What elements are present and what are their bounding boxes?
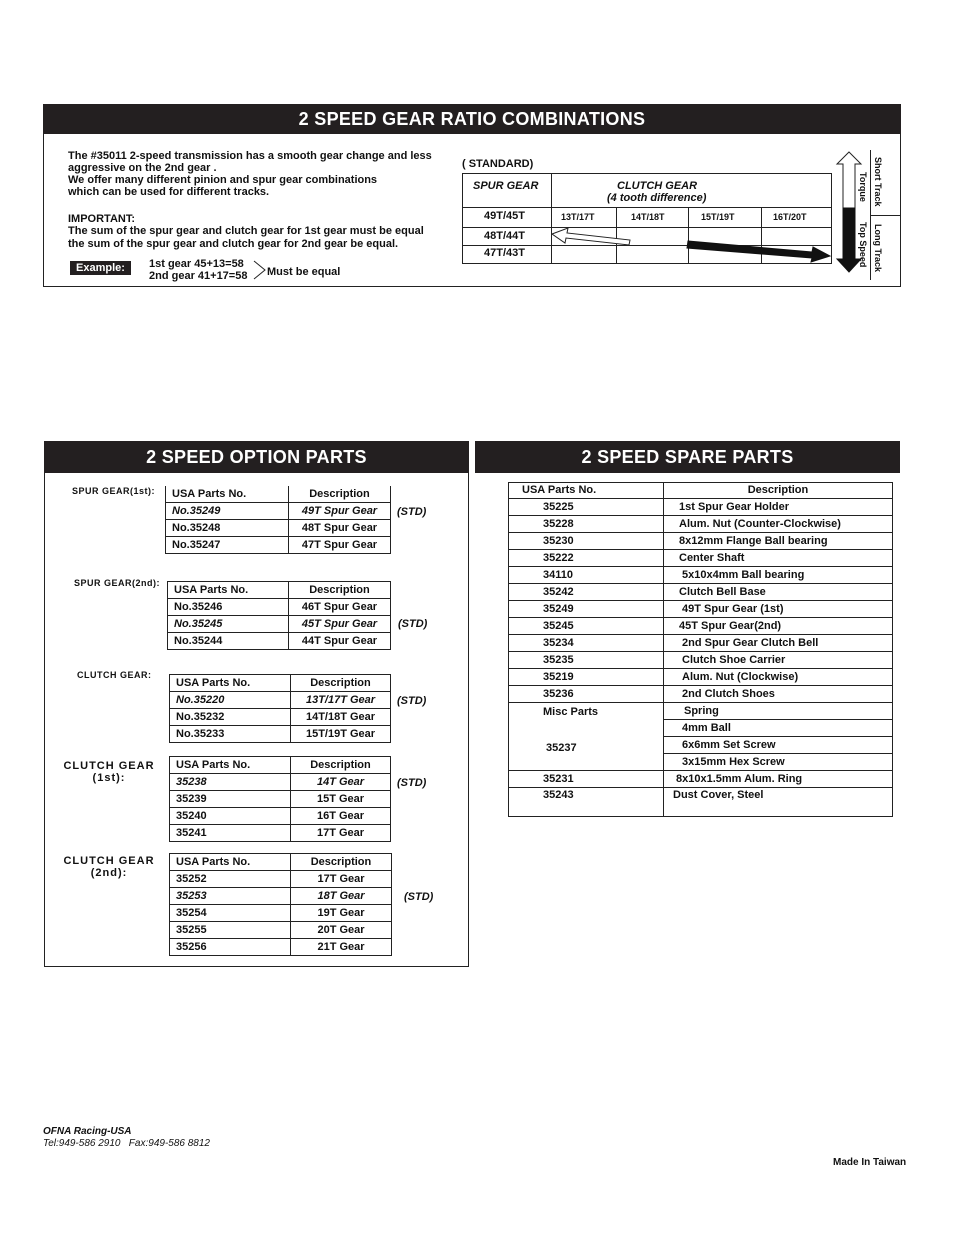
- clutch-col-13-17: 13T/17T: [561, 212, 595, 222]
- spur-gear-header: SPUR GEAR: [473, 180, 539, 192]
- part-description: 1st Spur Gear Holder: [664, 499, 893, 516]
- spur-gear-1st-label: SPUR GEAR(1st):: [72, 486, 156, 496]
- short-track-label: Short Track: [873, 157, 883, 207]
- part-no: No.35248: [166, 520, 289, 537]
- clutch-col-15-19: 15T/19T: [701, 212, 735, 222]
- part-description: Dust Cover, Steel: [664, 788, 893, 817]
- clutch-gear-2nd-table: [169, 853, 392, 956]
- part-description: 18T Gear: [291, 888, 392, 905]
- part-no: 35235: [509, 652, 664, 669]
- important-line-2: the sum of the spur gear and clutch gear for 2nd gear be equal.: [68, 238, 399, 250]
- part-no: 35222: [509, 550, 664, 567]
- part-no: 35242: [509, 584, 664, 601]
- part-description: 14T Gear: [291, 774, 391, 791]
- misc-parts-label: Misc Parts: [543, 706, 599, 718]
- part-no: 35239: [170, 791, 291, 808]
- part-no: 35219: [509, 669, 664, 686]
- part-no: No.35233: [170, 726, 291, 743]
- brace-arrow-icon: [253, 260, 267, 280]
- spur-gear-2nd-label: SPUR GEAR(2nd):: [74, 578, 160, 588]
- footer-company: OFNA Racing-USA: [43, 1126, 132, 1137]
- part-description: Clutch Shoe Carrier: [664, 652, 893, 669]
- part-description: Alum. Nut (Clockwise): [664, 669, 893, 686]
- part-description: 20T Gear: [291, 922, 392, 939]
- std-marker: (STD): [397, 506, 427, 518]
- spare-parts-title: 2 SPEED SPARE PARTS: [475, 441, 900, 473]
- std-marker: (STD): [404, 891, 434, 903]
- important-label: IMPORTANT:: [68, 213, 136, 225]
- clutch-gear-2nd-label: CLUTCH GEAR (2nd):: [63, 855, 155, 879]
- part-description: 14T/18T Gear: [291, 709, 391, 726]
- option-parts-title: 2 SPEED OPTION PARTS: [44, 441, 469, 473]
- part-description: 21T Gear: [291, 939, 392, 956]
- part-description: 8x12mm Flange Ball bearing: [664, 533, 893, 550]
- made-in: Made In Taiwan: [833, 1157, 907, 1168]
- part-description: Spring: [664, 703, 893, 720]
- must-be-equal: Must be equal: [267, 266, 341, 278]
- part-description: Alum. Nut (Counter-Clockwise): [664, 516, 893, 533]
- clutch-col-16-20: 16T/20T: [773, 212, 807, 222]
- part-description: 48T Spur Gear: [289, 520, 391, 537]
- clutch-gear-1st-label: CLUTCH GEAR (1st):: [63, 760, 155, 784]
- clutch-col-14-18: 14T/18T: [631, 212, 665, 222]
- spur-gear-1st-table: [165, 486, 391, 554]
- part-no: 35234: [509, 635, 664, 652]
- spare-parts-table: [508, 482, 893, 817]
- intro-line-3: We offer many different pinion and spur gear combinations: [68, 174, 378, 186]
- part-no: 35245: [509, 618, 664, 635]
- part-description: 16T Gear: [291, 808, 391, 825]
- part-no: No.35247: [166, 537, 289, 554]
- example-badge: Example:: [70, 261, 131, 275]
- misc-parts-cell: [509, 703, 664, 771]
- part-no: 35241: [170, 825, 291, 842]
- intro-line-2: aggressive on the 2nd gear .: [68, 162, 217, 174]
- spur-row-48-44: 48T/44T: [484, 230, 525, 242]
- long-track-label: Long Track: [873, 224, 883, 273]
- std-marker: (STD): [397, 695, 427, 707]
- part-no: 35225: [509, 499, 664, 516]
- clutch-gear-1st-table: [169, 756, 391, 842]
- part-description: 2nd Spur Gear Clutch Bell: [664, 635, 893, 652]
- part-no: 35243: [509, 788, 664, 817]
- part-description: 17T Gear: [291, 825, 391, 842]
- part-description: 2nd Clutch Shoes: [664, 686, 893, 703]
- part-description: 45T Spur Gear(2nd): [664, 618, 893, 635]
- clutch-gear-label: CLUTCH GEAR:: [77, 670, 152, 680]
- part-description: 6x6mm Set Screw: [664, 737, 893, 754]
- clutch-gear-subheader: (4 tooth difference): [607, 192, 707, 204]
- ratio-trend-arrows: [550, 225, 832, 265]
- intro-line-4: which can be used for different tracks.: [68, 186, 270, 198]
- part-description: 5x10x4mm Ball bearing: [664, 567, 893, 584]
- col-header-description: Description: [664, 483, 893, 499]
- intro-line-1: The #35011 2-speed transmission has a smooth gear change and less: [68, 150, 432, 162]
- col-header-description: Description: [291, 757, 391, 774]
- std-marker: (STD): [397, 777, 427, 789]
- col-header-description: Description: [291, 675, 391, 692]
- part-no: 35256: [170, 939, 291, 956]
- example-line-2: 2nd gear 41+17=58: [149, 270, 248, 282]
- part-description: 49T Spur Gear: [289, 503, 391, 520]
- col-header-parts-no: USA Parts No.: [170, 757, 291, 774]
- part-description: 47T Spur Gear: [289, 537, 391, 554]
- part-no: 35228: [509, 516, 664, 533]
- clutch-gear-header: CLUTCH GEAR: [617, 180, 698, 192]
- part-description: 3x15mm Hex Screw: [664, 754, 893, 771]
- part-description: Center Shaft: [664, 550, 893, 567]
- part-no: 35240: [170, 808, 291, 825]
- part-no: 35238: [170, 774, 291, 791]
- part-no: 35236: [509, 686, 664, 703]
- part-no: 35252: [170, 871, 291, 888]
- part-description: 19T Gear: [291, 905, 392, 922]
- clutch-gear-table: [169, 674, 391, 743]
- part-description: 4mm Ball: [664, 720, 893, 737]
- part-description: 15T/19T Gear: [291, 726, 391, 743]
- misc-part-no: 35237: [546, 742, 577, 754]
- col-header-parts-no: USA Parts No.: [168, 582, 289, 599]
- col-header-parts-no: USA Parts No.: [166, 486, 289, 503]
- part-no: 35253: [170, 888, 291, 905]
- col-header-description: Description: [289, 486, 391, 503]
- part-no: 35254: [170, 905, 291, 922]
- torque-label: Torque: [858, 172, 868, 202]
- top-speed-label: Top Speed: [858, 222, 868, 268]
- spur-row-49-45: 49T/45T: [484, 210, 525, 222]
- part-no: 34110: [509, 567, 664, 584]
- part-description: Clutch Bell Base: [664, 584, 893, 601]
- spur-row-47-43: 47T/43T: [484, 247, 525, 259]
- part-no: No.35249: [166, 503, 289, 520]
- part-no: 35230: [509, 533, 664, 550]
- part-no: No.35245: [168, 616, 289, 633]
- col-header-description: Description: [289, 582, 391, 599]
- part-description: 8x10x1.5mm Alum. Ring: [664, 771, 893, 788]
- part-no: 35231: [509, 771, 664, 788]
- part-description: 49T Spur Gear (1st): [664, 601, 893, 618]
- col-header-parts-no: USA Parts No.: [170, 675, 291, 692]
- important-line-1: The sum of the spur gear and clutch gear for 1st gear must be equal: [68, 225, 424, 237]
- footer-contact: Tel:949-586 2910 Fax:949-586 8812: [43, 1138, 210, 1149]
- part-no: No.35244: [168, 633, 289, 650]
- std-marker: (STD): [398, 618, 428, 630]
- part-no: No.35246: [168, 599, 289, 616]
- col-header-parts-no: USA Parts No.: [170, 854, 291, 871]
- standard-label: ( STANDARD): [462, 158, 534, 170]
- part-no: No.35220: [170, 692, 291, 709]
- spur-gear-2nd-table: [167, 581, 391, 650]
- part-description: 15T Gear: [291, 791, 391, 808]
- part-description: 44T Spur Gear: [289, 633, 391, 650]
- example-line-1: 1st gear 45+13=58: [149, 258, 244, 270]
- part-description: 13T/17T Gear: [291, 692, 391, 709]
- part-no: 35249: [509, 601, 664, 618]
- col-header-parts-no: USA Parts No.: [509, 483, 664, 499]
- col-header-description: Description: [291, 854, 392, 871]
- part-description: 46T Spur Gear: [289, 599, 391, 616]
- part-no: No.35232: [170, 709, 291, 726]
- gear-ratio-title: 2 SPEED GEAR RATIO COMBINATIONS: [43, 104, 901, 134]
- part-description: 45T Spur Gear: [289, 616, 391, 633]
- part-description: 17T Gear: [291, 871, 392, 888]
- part-no: 35255: [170, 922, 291, 939]
